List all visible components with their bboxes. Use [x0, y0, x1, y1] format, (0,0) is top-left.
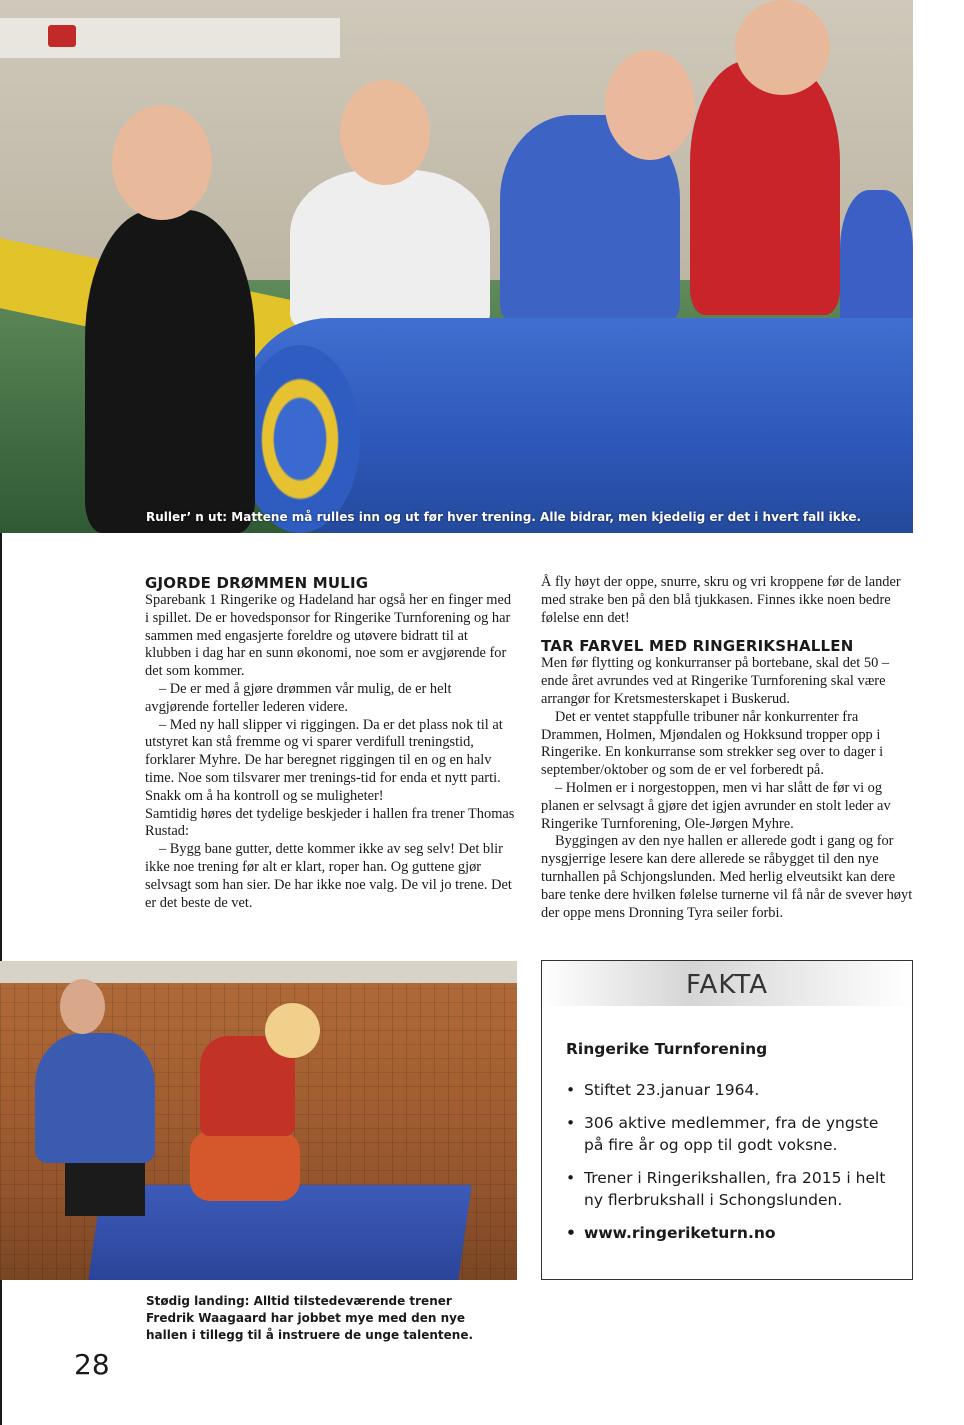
sponsor-logo	[48, 25, 76, 47]
trainer-shirt	[35, 1033, 155, 1163]
fakta-list	[566, 1079, 896, 1255]
fakta-item: • Trener i Ringerikshallen, fra 2015 i helt ny flerbrukshall i Schongslunden.	[566, 1167, 896, 1211]
paragraph: Å fly høyt der oppe, snurre, skru og vri kroppene før de lander med strake ben på den blå tjukkasen. Finnes ikke noen bedre følelse enn det!	[541, 574, 901, 626]
paragraph: Det er ventet stappfulle tribuner når konkurrenter fra Drammen, Holmen, Mjøndalen og Hokksund tropper opp i Ringerike. En konkurranse som strekker seg over to dager i september/oktober og som de er vel forberedt på.	[541, 708, 884, 779]
top-photo-caption: Ruller’ n ut: Mattene må rulles inn og ut før hver trening. Alle bidrar, men kjedelig er det i hvert fall ikke.	[146, 510, 862, 524]
right-column	[541, 574, 913, 922]
fakta-header	[542, 961, 912, 1006]
fakta-website-link[interactable]: • www.ringeriketurn.no	[566, 1222, 896, 1244]
bottom-photo-caption: Stødig landing: Alltid tilstedeværende trener Fredrik Waagaard har jobbet mye med den nye hallen i tillegg til å instruere de unge talentene.	[146, 1294, 474, 1342]
top-photo	[0, 0, 913, 533]
paragraph: – De er med å gjøre drømmen vår mulig, de er helt avgjørende forteller lederen videre.	[145, 680, 452, 715]
kid-head	[605, 50, 695, 160]
left-column	[145, 574, 517, 912]
paragraph: – Med ny hall slipper vi riggingen. Da er det plass nok til at utstyret kan stå fremme og vi sparer verdifull treningstid, forklarer Myhre. De har beregnet riggingen til en og en halv time. Noe som tilsvarer mer trenings-tid for enda et nytt parti. Snakk om å ha kontroll og se muligheter!	[145, 716, 503, 804]
fakta-item: • 306 aktive medlemmer, fra de yngste på fire år og opp til godt voksne.	[566, 1112, 896, 1156]
fakta-title: FAKTA	[685, 970, 769, 1000]
paragraph: – Bygg bane gutter, dette kommer ikke av seg selv! Det blir ikke noe trening før alt er klart, roper han. Og guttene gjør selvsagt som han sier. De har ikke noe valg. De vil jo trene. Det er det beste de vet.	[145, 841, 512, 911]
mat-roll-end	[240, 345, 360, 533]
trainer-shorts	[65, 1156, 145, 1216]
paragraph: Men før flytting og konkurranser på bortebane, skal det 50 – ende året avrundes ved at Ringerike Turnforening skal være arrangør for Kretsmesterskapet i Buskerud.	[541, 655, 890, 707]
fakta-item: • Stiftet 23.januar 1964.	[566, 1079, 896, 1101]
section-heading: TAR FARVEL MED RINGERIKSHALLEN	[541, 637, 854, 656]
section-heading: GJORDE DRØMMEN MULIG	[145, 574, 369, 592]
bottom-photo	[0, 961, 517, 1280]
kid-head	[735, 0, 830, 95]
kid-head	[112, 105, 212, 220]
paragraph: Byggingen av den nye hallen er allerede godt i gang og for nysgjerrige lesere kan dere allerede se råbygget til den nye turnhallen på Schjongslunden. Med herlig elveutsikt kan dere bare tenke dere hvilken følelse turnerne vil få når de svever høyt der oppe mens Dronning Tyra seiler forbi.	[541, 833, 913, 921]
fakta-box	[541, 960, 913, 1280]
gymnast-head	[265, 1003, 320, 1058]
page-number: 28	[74, 1348, 110, 1381]
kid-red-hoodie	[690, 60, 840, 315]
paragraph: – Holmen er i norgestoppen, men vi har slått de før vi og planen er selvsagt å gjøre det igjen avrunder en stolt leder av Ringerike Turnforening, Ole-Jørgen Myhre.	[541, 779, 891, 832]
paragraph: Sparebank 1 Ringerike og Hadeland har også her en finger med i spillet. De er hovedsponsor for Ringerike Turnforening og har sammen med engasjerte foreldre og utøvere bidratt til at klubben i dag har en sunn økonomi, noe som er avgjørende for det som kommer.	[145, 592, 512, 680]
trainer-head	[60, 979, 105, 1034]
kid-head	[340, 80, 430, 185]
fakta-club-name: Ringerike Turnforening	[566, 1040, 768, 1058]
paragraph: Samtidig høres det tydelige beskjeder i hallen fra trener Thomas Rustad:	[145, 805, 515, 840]
kid-white-hoodie	[290, 170, 490, 330]
gymnast-shorts	[190, 1131, 300, 1201]
kid-black-shirt	[85, 210, 255, 533]
